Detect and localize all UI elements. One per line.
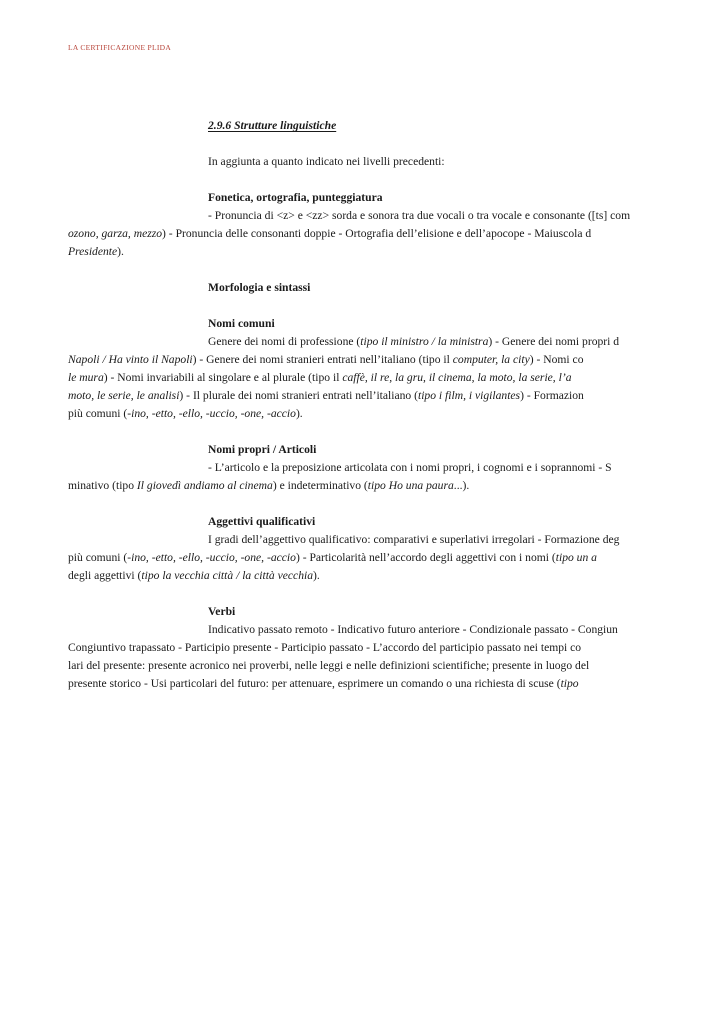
nc-l1a: Genere dei nomi di professione (	[208, 335, 361, 348]
nc-l2b: ) - Genere dei nomi stranieri entrati nell’italiano (tipo il	[192, 353, 453, 366]
nc-l5b: -ino, -etto, -ello, -uccio, -one, -accio	[127, 407, 296, 420]
np-l2e: ...).	[453, 479, 470, 492]
fonetica-line-2-text: ) - Pronuncia delle consonanti doppie - Ortografia dell’elisione e dell’apocope - Maiuscola d	[162, 227, 592, 240]
aggettivi-line-3	[68, 567, 728, 585]
nc-l3a: le mura	[68, 371, 104, 384]
np-l2a: minativo (tipo	[68, 479, 137, 492]
nc-l3b: ) - Nomi invariabili al singolare e al plurale (tipo il	[103, 371, 343, 384]
verbi-line-1: Indicativo passato remoto - Indicativo futuro anteriore - Condizionale passato - Congiun	[208, 623, 618, 636]
nc-l2c: computer, la city	[452, 353, 530, 366]
nc-l2d: ) - Nomi co	[529, 353, 584, 366]
np-l2c: ) e indeterminativo (	[272, 479, 368, 492]
nomi-propri-heading: Nomi propri / Articoli	[208, 443, 317, 456]
fonetica-line-3	[68, 243, 728, 261]
fonetica-heading: Fonetica, ortografia, punteggiatura	[208, 191, 383, 204]
np-l2d: tipo Ho una paura	[367, 479, 454, 492]
section-title: 2.9.6 Strutture linguistiche	[208, 119, 337, 132]
nomi-propri-line-1: - L’articolo e la preposizione articolata con i nomi propri, i cognomi e i soprannomi - S	[208, 461, 612, 474]
ag-l3a: degli aggettivi (	[68, 569, 142, 582]
ag-l3c: ).	[313, 569, 320, 582]
page-body	[68, 117, 728, 711]
fonetica-paragraph	[68, 189, 728, 261]
nc-l4b: ) - Il plurale dei nomi stranieri entrati nell’italiano (	[179, 389, 418, 402]
nomi-comuni-line-2	[68, 351, 728, 369]
vb-l4b: tipo	[560, 677, 579, 690]
nomi-comuni-line-5	[68, 405, 728, 423]
nomi-comuni-line-1	[208, 333, 728, 351]
fonetica-line-2	[68, 225, 728, 243]
nomi-comuni-line-3	[68, 369, 728, 387]
nomi-propri-line-2	[68, 477, 728, 495]
aggettivi-line-1: I gradi dell’aggettivo qualificativo: comparativi e superlativi irregolari - Formazione deg	[208, 533, 620, 546]
fonetica-example-presidente: Presidente	[68, 245, 118, 258]
verbi-line-3: lari del presente: presente acronico nei proverbi, nelle leggi e nelle definizioni scientifiche; presente in luogo del	[68, 659, 590, 672]
morfologia-heading: Morfologia e sintassi	[208, 281, 311, 294]
ag-l3b: tipo la vecchia città / la città vecchia	[141, 569, 314, 582]
verbi-line-4	[68, 675, 728, 693]
nomi-comuni-paragraph	[68, 315, 728, 423]
nomi-comuni-heading: Nomi comuni	[208, 317, 275, 330]
ag-l2b: -ino, -etto, -ello, -uccio, -one, -accio	[127, 551, 296, 564]
ag-l2d: tipo un a	[555, 551, 597, 564]
nc-l1c: ) - Genere dei nomi propri d	[488, 335, 620, 348]
nc-l2a: Napoli / Ha vinto il Napoli	[68, 353, 193, 366]
aggettivi-heading: Aggettivi qualificativi	[208, 515, 316, 528]
nc-l1b: tipo il ministro / la ministra	[360, 335, 489, 348]
aggettivi-paragraph	[68, 513, 728, 585]
ag-l2c: ) - Particolarità nell’accordo degli aggettivi con i nomi (	[295, 551, 556, 564]
verbi-paragraph	[68, 603, 728, 693]
nomi-propri-paragraph	[68, 441, 728, 495]
np-l2b: Il giovedì andiamo al cinema	[136, 479, 273, 492]
verbi-heading: Verbi	[208, 605, 236, 618]
vb-l4a: presente storico - Usi particolari del futuro: per attenuare, esprimere un comando o una richiesta di scuse (	[68, 677, 561, 690]
fonetica-line-1: - Pronuncia di <z> e <zz> sorda e sonora tra due vocali o tra vocale e consonante ([ts] com	[208, 209, 631, 222]
verbi-line-2: Congiuntivo trapassato - Participio presente - Participio passato - L’accordo del participio passato nei tempi co	[68, 641, 582, 654]
nc-l4d: ) - Formazion	[520, 389, 584, 402]
fonetica-line-3-text: ).	[117, 245, 124, 258]
nomi-comuni-line-4	[68, 387, 728, 405]
ag-l2a: più comuni (	[68, 551, 128, 564]
section-intro: In aggiunta a quanto indicato nei livelli precedenti:	[208, 155, 445, 168]
nc-l4a: moto, le serie, le analisi	[68, 389, 180, 402]
nc-l4c: tipo i film, i vigilantes	[417, 389, 521, 402]
nc-l3c: caffè, il re, la gru, il cinema, la moto, la serie, l’a	[342, 371, 572, 384]
fonetica-example-italic: ozono, garza, mezzo	[68, 227, 163, 240]
nc-l5c: ).	[295, 407, 303, 420]
section-title-block	[208, 117, 728, 135]
aggettivi-line-2	[68, 549, 728, 567]
nc-l5a: più comuni (	[68, 407, 128, 420]
running-header: LA CERTIFICAZIONE PLIDA	[68, 43, 172, 52]
